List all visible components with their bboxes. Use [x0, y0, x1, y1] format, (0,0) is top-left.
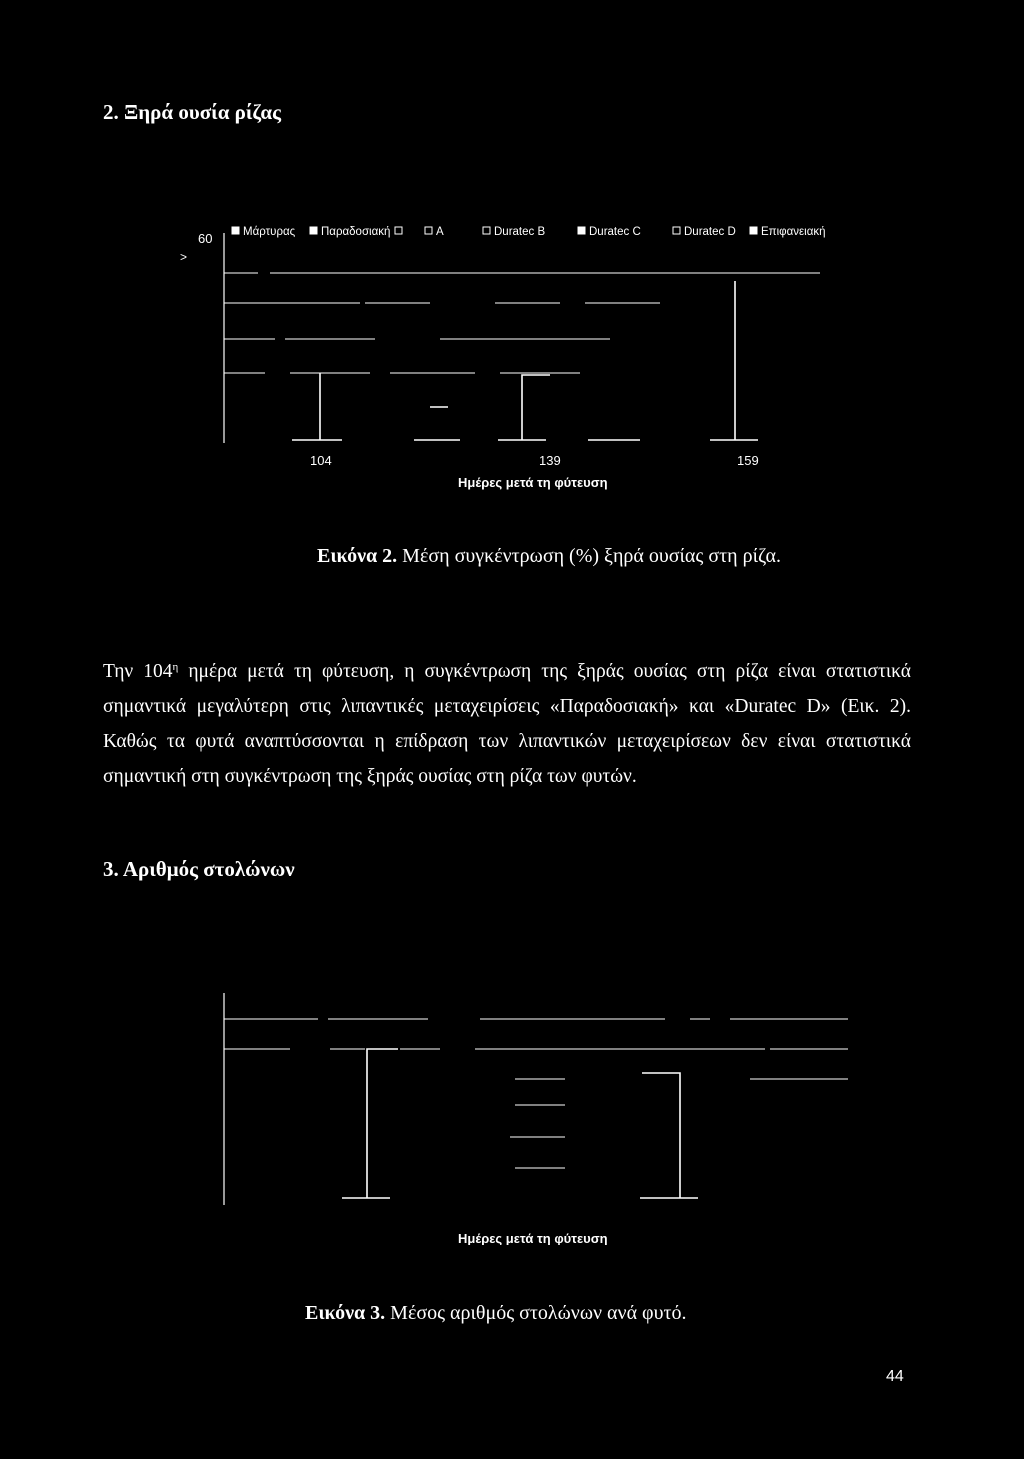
legend-swatch-3 [483, 227, 490, 234]
legend-swatch-5 [673, 227, 680, 234]
legend-label-5: Duratec D [684, 226, 736, 238]
dry-matter-chart [170, 215, 870, 505]
legend-swatch-4 [578, 227, 585, 234]
legend-swatch-6 [750, 227, 757, 234]
bar-outlines [292, 281, 758, 440]
figure-3-text: Μέσος αριθμός στολώνων ανά φυτό. [390, 1302, 687, 1324]
stolons-chart [170, 985, 870, 1245]
page-number: 44 [886, 1368, 904, 1385]
paragraph-part1: Την 104 [103, 661, 173, 682]
x-axis-label: Ημέρες μετά τη φύτευση [458, 1231, 608, 1245]
paragraph-superscript: η [172, 661, 179, 673]
x-axis-label: Ημέρες μετά τη φύτευση [458, 475, 608, 490]
legend-swatch-1 [310, 227, 317, 234]
x-tick-159: 159 [737, 453, 759, 468]
legend-label-6: Επιφανειακή [761, 226, 826, 238]
x-tick-139: 139 [539, 453, 561, 468]
figure-3-caption [305, 1302, 687, 1325]
y-tick-60: 60 [198, 231, 213, 246]
section-heading-stolons: 3. Αριθμός στολώνων [103, 857, 295, 881]
gridlines [224, 1019, 848, 1168]
legend-label-3: Duratec B [494, 226, 546, 238]
legend-label-0: Μάρτυρας [243, 226, 296, 238]
paragraph-part2: ημέρα μετά τη φύτευση, η συγκέντρωση της ξηράς ουσίας στη ρίζα είναι στατιστικά σημαντικά μεγαλύτερη στις λιπαντικές μεταχειρίσεις «Παραδοσιακή» και «Duratec D» (Εικ. 2). Καθώς τα φυτά αναπτύσσονται η επίδραση των λιπαντικών μεταχειρίσεων δεν είναι στατιστικά σημαντική στη συγκέντρωση της ξηράς ουσίας στη ρίζα των φυτών. [103, 661, 912, 787]
legend [232, 226, 826, 238]
x-tick-labels [310, 453, 759, 468]
bar-outlines [342, 1049, 698, 1198]
legend-swatch-2 [425, 227, 432, 234]
figure-2-label: Εικόνα 2. [317, 545, 398, 567]
legend-label-1: Παραδοσιακή [321, 226, 391, 238]
figure-3-label: Εικόνα 3. [305, 1302, 386, 1324]
axis-marker: > [180, 250, 188, 264]
legend-swatch-0 [232, 227, 239, 234]
legend-swatch-extra [395, 227, 402, 234]
legend-label-2: A [436, 226, 444, 238]
figure-2-text: Μέση συγκέντρωση (%) ξηρά ουσίας στη ρίζα. [402, 545, 782, 567]
legend-label-4: Duratec C [589, 226, 641, 238]
section-heading-dry-matter: 2. Ξηρά ουσία ρίζας [103, 100, 281, 124]
body-paragraph [103, 650, 911, 794]
figure-2-caption [317, 545, 781, 568]
gridlines [224, 273, 820, 373]
x-tick-104: 104 [310, 453, 332, 468]
